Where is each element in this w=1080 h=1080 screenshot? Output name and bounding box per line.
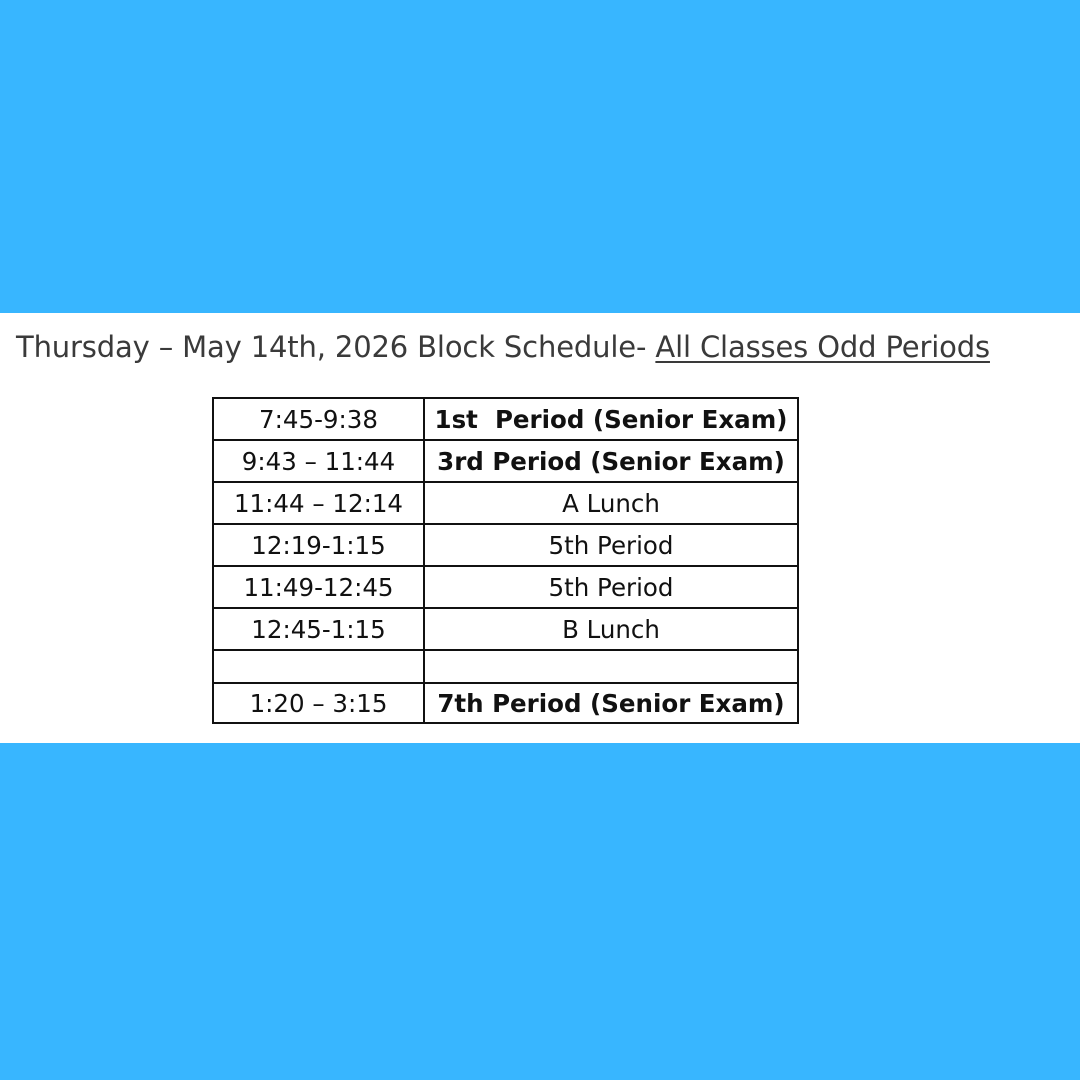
time-cell: 1:20 – 3:15	[213, 683, 424, 723]
time-cell: 12:19-1:15	[213, 524, 424, 566]
table-row	[213, 524, 798, 566]
table-row	[213, 683, 798, 723]
table-row	[213, 440, 798, 482]
event-cell: 1st Period (Senior Exam)	[424, 398, 798, 440]
table-row	[213, 608, 798, 650]
table-row	[213, 650, 798, 683]
schedule-title-underlined-text: All Classes Odd Periods	[655, 330, 990, 364]
event-cell: A Lunch	[424, 482, 798, 524]
schedule-title-prefix: Thursday – May 14th, 2026 Block Schedule-	[16, 330, 647, 364]
time-cell: 7:45-9:38	[213, 398, 424, 440]
event-cell	[424, 650, 798, 683]
table-row	[213, 398, 798, 440]
event-cell: 5th Period	[424, 566, 798, 608]
schedule-title	[16, 327, 1076, 371]
time-cell: 12:45-1:15	[213, 608, 424, 650]
event-cell: 5th Period	[424, 524, 798, 566]
time-cell	[213, 650, 424, 683]
time-cell: 11:44 – 12:14	[213, 482, 424, 524]
bottom-blue-band	[0, 743, 1080, 1080]
table-row	[213, 566, 798, 608]
event-cell: 3rd Period (Senior Exam)	[424, 440, 798, 482]
event-cell: 7th Period (Senior Exam)	[424, 683, 798, 723]
time-cell: 9:43 – 11:44	[213, 440, 424, 482]
time-cell: 11:49-12:45	[213, 566, 424, 608]
schedule-table	[212, 397, 799, 724]
top-blue-band	[0, 0, 1080, 313]
table-row	[213, 482, 798, 524]
event-cell: B Lunch	[424, 608, 798, 650]
